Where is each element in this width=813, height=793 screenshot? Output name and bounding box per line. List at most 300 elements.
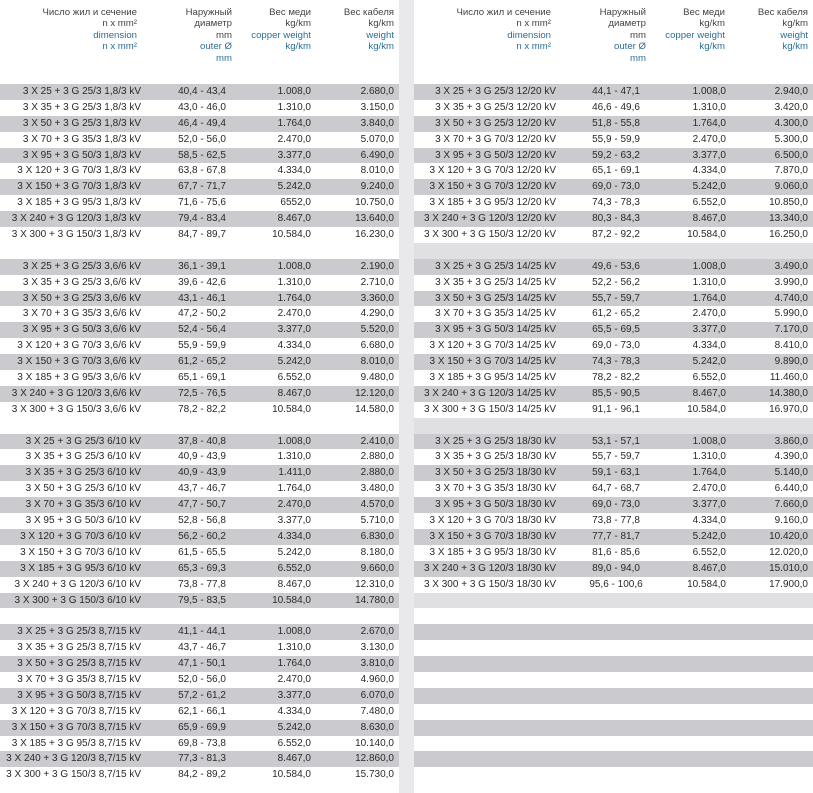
dimension-cell: 3 X 50 + 3 G 25/3 1,8/3 kV — [22, 117, 141, 129]
outer-diameter-cell: 47,2 - 50,2 — [178, 308, 226, 320]
dimension-cell: 3 X 25 + 3 G 25/3 18/30 kV — [435, 435, 556, 447]
outer-diameter-cell: 52,0 - 56,0 — [178, 673, 226, 685]
outer-diameter-cell: 47,7 - 50,7 — [178, 499, 226, 511]
dimension-cell: 3 X 95 + 3 G 50/3 3,6/6 kV — [22, 324, 141, 336]
copper-weight-cell: 3.377,0 — [277, 689, 311, 701]
outer-diameter-cell: 59,2 - 63,2 — [592, 149, 640, 161]
dimension-cell: 3 X 95 + 3 G 50/3 6/10 kV — [25, 515, 141, 527]
table-row — [414, 148, 813, 164]
copper-weight-cell: 4.334,0 — [692, 515, 726, 527]
dimension-cell: 3 X 300 + 3 G 150/3 6/10 kV — [14, 594, 141, 606]
copper-weight-cell: 5.242,0 — [277, 356, 311, 368]
table-row — [414, 370, 813, 386]
copper-weight-cell: 3.377,0 — [277, 324, 311, 336]
copper-weight-cell: 5.242,0 — [692, 181, 726, 193]
outer-diameter-cell: 58,5 - 62,5 — [178, 149, 226, 161]
copper-weight-cell: 6.552,0 — [692, 197, 726, 209]
table-row — [414, 322, 813, 338]
outer-diameter-cell: 40,9 - 43,9 — [178, 451, 226, 463]
copper-weight-cell: 1.764,0 — [277, 117, 311, 129]
left-header-col3-ru-line: Вес меди — [269, 7, 311, 18]
dimension-cell: 3 X 70 + 3 G 35/3 8,7/15 kV — [17, 673, 141, 685]
dimension-cell: 3 X 240 + 3 G 120/3 3,6/6 kV — [11, 387, 141, 399]
cable-weight-cell: 4.390,0 — [774, 451, 808, 463]
left-header-col3-en-line: copper weight — [251, 29, 311, 41]
cable-weight-cell: 10.420,0 — [769, 530, 808, 542]
dimension-cell: 3 X 70 + 3 G 35/3 18/30 kV — [435, 483, 556, 495]
copper-weight-cell: 4.334,0 — [277, 340, 311, 352]
dimension-cell: 3 X 70 + 3 G 70/3 12/20 kV — [435, 133, 556, 145]
copper-weight-cell: 1.310,0 — [692, 276, 726, 288]
table-row — [414, 449, 813, 465]
outer-diameter-cell: 77,3 - 81,3 — [178, 753, 226, 765]
table-row — [0, 291, 399, 307]
left-group-separator — [0, 243, 399, 259]
copper-weight-cell: 8.467,0 — [692, 213, 726, 225]
right-header-col1-en-line: n x mm² — [516, 41, 551, 53]
copper-weight-cell: 1.764,0 — [277, 483, 311, 495]
cable-weight-cell: 4.290,0 — [360, 308, 394, 320]
outer-diameter-cell: 73,8 - 77,8 — [592, 515, 640, 527]
dimension-cell: 3 X 300 + 3 G 150/3 1,8/3 kV — [11, 229, 141, 241]
dimension-cell: 3 X 120 + 3 G 70/3 1,8/3 kV — [17, 165, 141, 177]
dimension-cell: 3 X 50 + 3 G 25/3 8,7/15 kV — [17, 658, 141, 670]
table-row — [414, 227, 813, 243]
copper-weight-cell: 1.310,0 — [277, 101, 311, 113]
dimension-cell: 3 X 120 + 3 G 70/3 12/20 kV — [429, 165, 556, 177]
copper-weight-cell: 3.377,0 — [692, 324, 726, 336]
outer-diameter-cell: 55,9 - 59,9 — [592, 133, 640, 145]
table-row — [0, 767, 399, 783]
table-row — [0, 704, 399, 720]
cable-weight-cell: 8.010,0 — [360, 165, 394, 177]
dimension-cell: 3 X 300 + 3 G 150/3 3,6/6 kV — [11, 403, 141, 415]
table-row — [0, 513, 399, 529]
cable-weight-cell: 5.070,0 — [360, 133, 394, 145]
table-row — [0, 354, 399, 370]
table-row — [414, 338, 813, 354]
right-empty-row — [414, 704, 813, 720]
dimension-cell: 3 X 120 + 3 G 70/3 3,6/6 kV — [17, 340, 141, 352]
table-row — [0, 577, 399, 593]
right-table-body — [414, 84, 813, 783]
outer-diameter-cell: 40,9 - 43,9 — [178, 467, 226, 479]
right-header-col4 — [758, 7, 808, 53]
table-row — [0, 163, 399, 179]
outer-diameter-cell: 78,2 - 82,2 — [178, 403, 226, 415]
outer-diameter-cell: 79,4 - 83,4 — [178, 213, 226, 225]
cable-weight-cell: 9.890,0 — [774, 356, 808, 368]
left-table-header — [0, 0, 399, 72]
outer-diameter-cell: 55,7 - 59,7 — [592, 292, 640, 304]
left-header-col4-ru-line: kg/km — [368, 18, 394, 30]
cable-weight-cell: 7.170,0 — [774, 324, 808, 336]
dimension-cell: 3 X 185 + 3 G 95/3 6/10 kV — [20, 562, 141, 574]
cable-weight-cell: 3.150,0 — [360, 101, 394, 113]
right-group-separator — [414, 243, 813, 259]
right-header-col2-ru-line: Наружный — [599, 7, 646, 18]
table-row — [0, 688, 399, 704]
outer-diameter-cell: 37,8 - 40,8 — [178, 435, 226, 447]
right-header-col4-en-line: kg/km — [782, 41, 808, 53]
dimension-cell: 3 X 70 + 3 G 35/3 14/25 kV — [435, 308, 556, 320]
right-header-col3-ru-line: Вес меди — [683, 7, 725, 18]
table-row — [0, 84, 399, 100]
copper-weight-cell: 1.008,0 — [692, 260, 726, 272]
copper-weight-cell: 4.334,0 — [277, 705, 311, 717]
left-header-col2-en-line: outer Ø — [200, 41, 232, 53]
dimension-cell: 3 X 185 + 3 G 95/3 14/25 kV — [429, 372, 556, 384]
cable-weight-cell: 3.420,0 — [774, 101, 808, 113]
table-row — [414, 306, 813, 322]
table-row — [0, 132, 399, 148]
table-row — [414, 577, 813, 593]
right-header-col4-ru-line: Вес кабеля — [757, 7, 808, 18]
cable-weight-cell: 9.240,0 — [360, 181, 394, 193]
left-header-col3-en-line: kg/km — [285, 41, 311, 53]
dimension-cell: 3 X 35 + 3 G 25/3 18/30 kV — [435, 451, 556, 463]
table-row — [414, 561, 813, 577]
outer-diameter-cell: 78,2 - 82,2 — [592, 372, 640, 384]
dimension-cell: 3 X 35 + 3 G 25/3 14/25 kV — [435, 276, 556, 288]
outer-diameter-cell: 41,1 - 44,1 — [178, 626, 226, 638]
table-row — [414, 434, 813, 450]
table-row — [0, 275, 399, 291]
outer-diameter-cell: 49,6 - 53,6 — [592, 260, 640, 272]
cable-weight-cell: 2.680,0 — [360, 86, 394, 97]
outer-diameter-cell: 52,2 - 56,2 — [592, 276, 640, 288]
dimension-cell: 3 X 240 + 3 G 120/3 6/10 kV — [14, 578, 141, 590]
copper-weight-cell: 1.411,0 — [278, 467, 311, 479]
table-row — [0, 481, 399, 497]
cable-weight-cell: 16.230,0 — [355, 229, 394, 241]
table-row — [414, 465, 813, 481]
copper-weight-cell: 1.008,0 — [277, 435, 311, 447]
table-row — [414, 211, 813, 227]
dimension-cell: 3 X 50 + 3 G 25/3 14/25 kV — [435, 292, 556, 304]
cable-weight-cell: 5.710,0 — [360, 515, 394, 527]
outer-diameter-cell: 56,2 - 60,2 — [178, 530, 226, 542]
table-row — [0, 148, 399, 164]
table-row — [0, 624, 399, 640]
cable-weight-cell: 12.860,0 — [355, 753, 394, 765]
dimension-cell: 3 X 50 + 3 G 25/3 6/10 kV — [25, 483, 141, 495]
dimension-cell: 3 X 25 + 3 G 25/3 12/20 kV — [435, 86, 556, 97]
table-row — [414, 116, 813, 132]
cable-weight-cell: 6.490,0 — [360, 149, 394, 161]
cable-weight-cell: 12.310,0 — [355, 578, 394, 590]
right-empty-row — [414, 608, 813, 624]
table-row — [0, 402, 399, 418]
cable-weight-cell: 5.140,0 — [774, 467, 808, 479]
cable-weight-cell: 8.180,0 — [360, 546, 394, 558]
table-row — [414, 132, 813, 148]
outer-diameter-cell: 51,8 - 55,8 — [592, 117, 640, 129]
left-header-col3-ru-line: kg/km — [285, 18, 311, 30]
cable-weight-cell: 3.840,0 — [360, 117, 394, 129]
dimension-cell: 3 X 240 + 3 G 120/3 8,7/15 kV — [6, 753, 141, 765]
outer-diameter-cell: 74,3 - 78,3 — [592, 356, 640, 368]
right-header-col2-en-line: mm — [630, 52, 646, 64]
left-group-separator — [0, 608, 399, 624]
cable-weight-cell: 6.440,0 — [774, 483, 808, 495]
left-table-body — [0, 84, 399, 783]
copper-weight-cell: 1.008,0 — [692, 435, 726, 447]
dimension-cell: 3 X 25 + 3 G 25/3 3,6/6 kV — [22, 260, 141, 272]
table-row — [0, 386, 399, 402]
right-header-col3-en-line: copper weight — [665, 29, 725, 41]
dimension-cell: 3 X 185 + 3 G 95/3 8,7/15 kV — [11, 737, 141, 749]
left-header-col2-ru-line: Наружный — [185, 7, 232, 18]
outer-diameter-cell: 39,6 - 42,6 — [178, 276, 226, 288]
outer-diameter-cell: 65,5 - 69,5 — [592, 324, 640, 336]
dimension-cell: 3 X 35 + 3 G 25/3 6/10 kV — [25, 467, 141, 479]
table-row — [0, 720, 399, 736]
outer-diameter-cell: 87,2 - 92,2 — [592, 229, 640, 241]
copper-weight-cell: 6552,0 — [280, 197, 311, 209]
cable-weight-cell: 5.520,0 — [360, 324, 394, 336]
outer-diameter-cell: 57,2 - 61,2 — [178, 689, 226, 701]
right-header-col2-ru-line: диаметр — [608, 18, 646, 30]
copper-weight-cell: 1.008,0 — [277, 260, 311, 272]
table-row — [414, 100, 813, 116]
copper-weight-cell: 10.584,0 — [272, 769, 311, 781]
copper-weight-cell: 5.242,0 — [277, 546, 311, 558]
left-header-col2-en-line: mm — [216, 52, 232, 64]
cable-weight-cell: 3.810,0 — [360, 658, 394, 670]
outer-diameter-cell: 55,7 - 59,7 — [592, 451, 640, 463]
dimension-cell: 3 X 150 + 3 G 70/3 14/25 kV — [429, 356, 556, 368]
copper-weight-cell: 1.764,0 — [277, 292, 311, 304]
dimension-cell: 3 X 95 + 3 G 50/3 8,7/15 kV — [17, 689, 141, 701]
dimension-cell: 3 X 95 + 3 G 50/3 12/20 kV — [435, 149, 556, 161]
right-empty-row — [414, 624, 813, 640]
copper-weight-cell: 2.470,0 — [692, 308, 726, 320]
outer-diameter-cell: 65,1 - 69,1 — [592, 165, 640, 177]
right-header-col2 — [600, 7, 646, 64]
left-header-col3 — [251, 7, 311, 53]
cable-weight-cell: 13.640,0 — [355, 213, 394, 225]
dimension-cell: 3 X 35 + 3 G 25/3 8,7/15 kV — [17, 642, 141, 654]
copper-weight-cell: 1.008,0 — [277, 86, 311, 97]
left-group-separator — [0, 418, 399, 434]
outer-diameter-cell: 81,6 - 85,6 — [592, 546, 640, 558]
table-row — [0, 370, 399, 386]
copper-weight-cell: 10.584,0 — [687, 403, 726, 415]
table-row — [0, 116, 399, 132]
table-row — [0, 545, 399, 561]
copper-weight-cell: 3.377,0 — [277, 515, 311, 527]
dimension-cell: 3 X 35 + 3 G 25/3 6/10 kV — [25, 451, 141, 463]
cable-weight-cell: 7.660,0 — [774, 499, 808, 511]
dimension-cell: 3 X 185 + 3 G 95/3 3,6/6 kV — [17, 372, 141, 384]
cable-weight-cell: 2.190,0 — [360, 260, 394, 272]
cable-weight-cell: 3.480,0 — [360, 483, 394, 495]
copper-weight-cell: 1.310,0 — [692, 451, 726, 463]
table-row — [0, 736, 399, 752]
table-row — [0, 672, 399, 688]
copper-weight-cell: 1.764,0 — [692, 292, 726, 304]
outer-diameter-cell: 61,2 - 65,2 — [178, 356, 226, 368]
cable-weight-cell: 9.660,0 — [360, 562, 394, 574]
copper-weight-cell: 8.467,0 — [692, 387, 726, 399]
table-row — [0, 211, 399, 227]
cable-weight-cell: 2.410,0 — [360, 435, 394, 447]
copper-weight-cell: 6.552,0 — [277, 372, 311, 384]
table-row — [414, 275, 813, 291]
column-gutter — [399, 0, 414, 793]
copper-weight-cell: 10.584,0 — [272, 229, 311, 241]
dimension-cell: 3 X 150 + 3 G 70/3 8,7/15 kV — [11, 721, 141, 733]
right-header-col4-ru-line: kg/km — [782, 18, 808, 30]
cable-weight-cell: 14.580,0 — [355, 403, 394, 415]
outer-diameter-cell: 80,3 - 84,3 — [592, 213, 640, 225]
cable-weight-cell: 3.860,0 — [774, 435, 808, 447]
dimension-cell: 3 X 25 + 3 G 25/3 8,7/15 kV — [17, 626, 141, 638]
copper-weight-cell: 1.764,0 — [277, 658, 311, 670]
table-row — [0, 465, 399, 481]
copper-weight-cell: 1.008,0 — [277, 626, 311, 638]
left-header-col4 — [344, 7, 394, 53]
table-row — [0, 227, 399, 243]
table-row — [414, 402, 813, 418]
copper-weight-cell: 1.008,0 — [692, 86, 726, 97]
table-row — [414, 386, 813, 402]
cable-weight-cell: 2.880,0 — [360, 467, 394, 479]
copper-weight-cell: 1.310,0 — [692, 101, 726, 113]
dimension-cell: 3 X 95 + 3 G 50/3 14/25 kV — [435, 324, 556, 336]
copper-weight-cell: 8.467,0 — [692, 562, 726, 574]
table-row — [414, 545, 813, 561]
dimension-cell: 3 X 150 + 3 G 70/3 6/10 kV — [20, 546, 141, 558]
cable-weight-cell: 3.130,0 — [360, 642, 394, 654]
left-header-col1-en-line: dimension — [93, 29, 137, 41]
cable-weight-cell: 14.380,0 — [769, 387, 808, 399]
dimension-cell: 3 X 95 + 3 G 50/3 18/30 kV — [435, 499, 556, 511]
dimension-cell: 3 X 70 + 3 G 35/3 1,8/3 kV — [22, 133, 141, 145]
outer-diameter-cell: 71,6 - 75,6 — [178, 197, 226, 209]
cable-weight-cell: 10.750,0 — [355, 197, 394, 209]
cable-weight-cell: 12.120,0 — [355, 387, 394, 399]
dimension-cell: 3 X 240 + 3 G 120/3 18/30 kV — [423, 562, 556, 574]
cable-weight-cell: 16.250,0 — [769, 229, 808, 241]
dimension-cell: 3 X 150 + 3 G 70/3 12/20 kV — [429, 181, 556, 193]
copper-weight-cell: 1.764,0 — [692, 117, 726, 129]
table-row — [0, 259, 399, 275]
cable-weight-cell: 6.680,0 — [360, 340, 394, 352]
right-empty-row — [414, 767, 813, 783]
cable-weight-cell: 2.940,0 — [774, 86, 808, 97]
dimension-cell: 3 X 150 + 3 G 70/3 3,6/6 kV — [17, 356, 141, 368]
dimension-cell: 3 X 300 + 3 G 150/3 12/20 kV — [423, 229, 556, 241]
cable-weight-cell: 9.480,0 — [360, 372, 394, 384]
copper-weight-cell: 8.467,0 — [277, 387, 311, 399]
table-row — [0, 195, 399, 211]
outer-diameter-cell: 69,0 - 73,0 — [592, 181, 640, 193]
copper-weight-cell: 2.470,0 — [277, 673, 311, 685]
dimension-cell: 3 X 150 + 3 G 70/3 1,8/3 kV — [17, 181, 141, 193]
right-header-col3-en-line: kg/km — [699, 41, 725, 53]
outer-diameter-cell: 47,1 - 50,1 — [178, 658, 226, 670]
table-row — [0, 179, 399, 195]
table-row — [0, 100, 399, 116]
copper-weight-cell: 5.242,0 — [277, 181, 311, 193]
cable-weight-cell: 8.010,0 — [360, 356, 394, 368]
left-header-col4-en-line: kg/km — [368, 41, 394, 53]
cable-weight-cell: 6.070,0 — [360, 689, 394, 701]
table-row — [0, 306, 399, 322]
table-row — [0, 640, 399, 656]
outer-diameter-cell: 73,8 - 77,8 — [178, 578, 226, 590]
dimension-cell: 3 X 50 + 3 G 25/3 3,6/6 kV — [22, 292, 141, 304]
outer-diameter-cell: 67,7 - 71,7 — [178, 181, 226, 193]
right-table-header — [414, 0, 813, 72]
copper-weight-cell: 5.242,0 — [277, 721, 311, 733]
right-group-separator — [414, 418, 813, 434]
outer-diameter-cell: 55,9 - 59,9 — [178, 340, 226, 352]
outer-diameter-cell: 43,0 - 46,0 — [178, 101, 226, 113]
table-row — [0, 751, 399, 767]
dimension-cell: 3 X 240 + 3 G 120/3 1,8/3 kV — [11, 213, 141, 225]
table-row — [0, 593, 399, 609]
left-header-col1-ru-line: n x mm² — [102, 18, 137, 30]
dimension-cell: 3 X 120 + 3 G 70/3 8,7/15 kV — [11, 705, 141, 717]
right-header-col3-ru-line: kg/km — [699, 18, 725, 30]
outer-diameter-cell: 61,2 - 65,2 — [592, 308, 640, 320]
outer-diameter-cell: 43,7 - 46,7 — [178, 642, 226, 654]
cable-weight-cell: 4.960,0 — [360, 673, 394, 685]
copper-weight-cell: 6.552,0 — [692, 546, 726, 558]
copper-weight-cell: 6.552,0 — [277, 562, 311, 574]
right-header-col1-ru-line: Число жил и сечение — [456, 7, 551, 18]
left-header-col4-ru-line: Вес кабеля — [343, 7, 394, 18]
cable-weight-cell: 14.780,0 — [355, 594, 394, 606]
dimension-cell: 3 X 50 + 3 G 25/3 18/30 kV — [435, 467, 556, 479]
table-row — [414, 513, 813, 529]
right-table-panel — [414, 0, 813, 793]
copper-weight-cell: 5.242,0 — [692, 356, 726, 368]
cable-weight-cell: 4.740,0 — [774, 292, 808, 304]
cable-weight-cell: 5.990,0 — [774, 308, 808, 320]
copper-weight-cell: 3.377,0 — [692, 149, 726, 161]
table-row — [0, 322, 399, 338]
dimension-cell: 3 X 95 + 3 G 50/3 1,8/3 kV — [22, 149, 141, 161]
left-header-col4-en-line: weight — [366, 29, 394, 41]
left-header-col2-ru-line: mm — [216, 29, 232, 41]
right-header-col3 — [665, 7, 725, 53]
outer-diameter-cell: 61,5 - 65,5 — [178, 546, 226, 558]
outer-diameter-cell: 95,6 - 100,6 — [589, 578, 643, 590]
right-empty-row — [414, 656, 813, 672]
right-empty-row — [414, 720, 813, 736]
cable-weight-cell: 4.570,0 — [360, 499, 394, 511]
outer-diameter-cell: 72,5 - 76,5 — [178, 387, 226, 399]
table-row — [414, 84, 813, 100]
left-header-col2-ru-line: диаметр — [194, 18, 232, 30]
left-header-col1 — [43, 7, 137, 53]
outer-diameter-cell: 85,5 - 90,5 — [592, 387, 640, 399]
copper-weight-cell: 10.584,0 — [687, 578, 726, 590]
cable-weight-cell: 3.990,0 — [774, 276, 808, 288]
dimension-cell: 3 X 35 + 3 G 25/3 1,8/3 kV — [22, 101, 141, 113]
dimension-cell: 3 X 25 + 3 G 25/3 14/25 kV — [435, 260, 556, 272]
cable-weight-cell: 15.010,0 — [769, 562, 808, 574]
outer-diameter-cell: 69,0 - 73,0 — [592, 340, 640, 352]
cable-weight-cell: 15.730,0 — [355, 769, 394, 781]
outer-diameter-cell: 74,3 - 78,3 — [592, 197, 640, 209]
cable-weight-cell: 2.710,0 — [360, 276, 394, 288]
cable-weight-cell: 9.160,0 — [774, 515, 808, 527]
